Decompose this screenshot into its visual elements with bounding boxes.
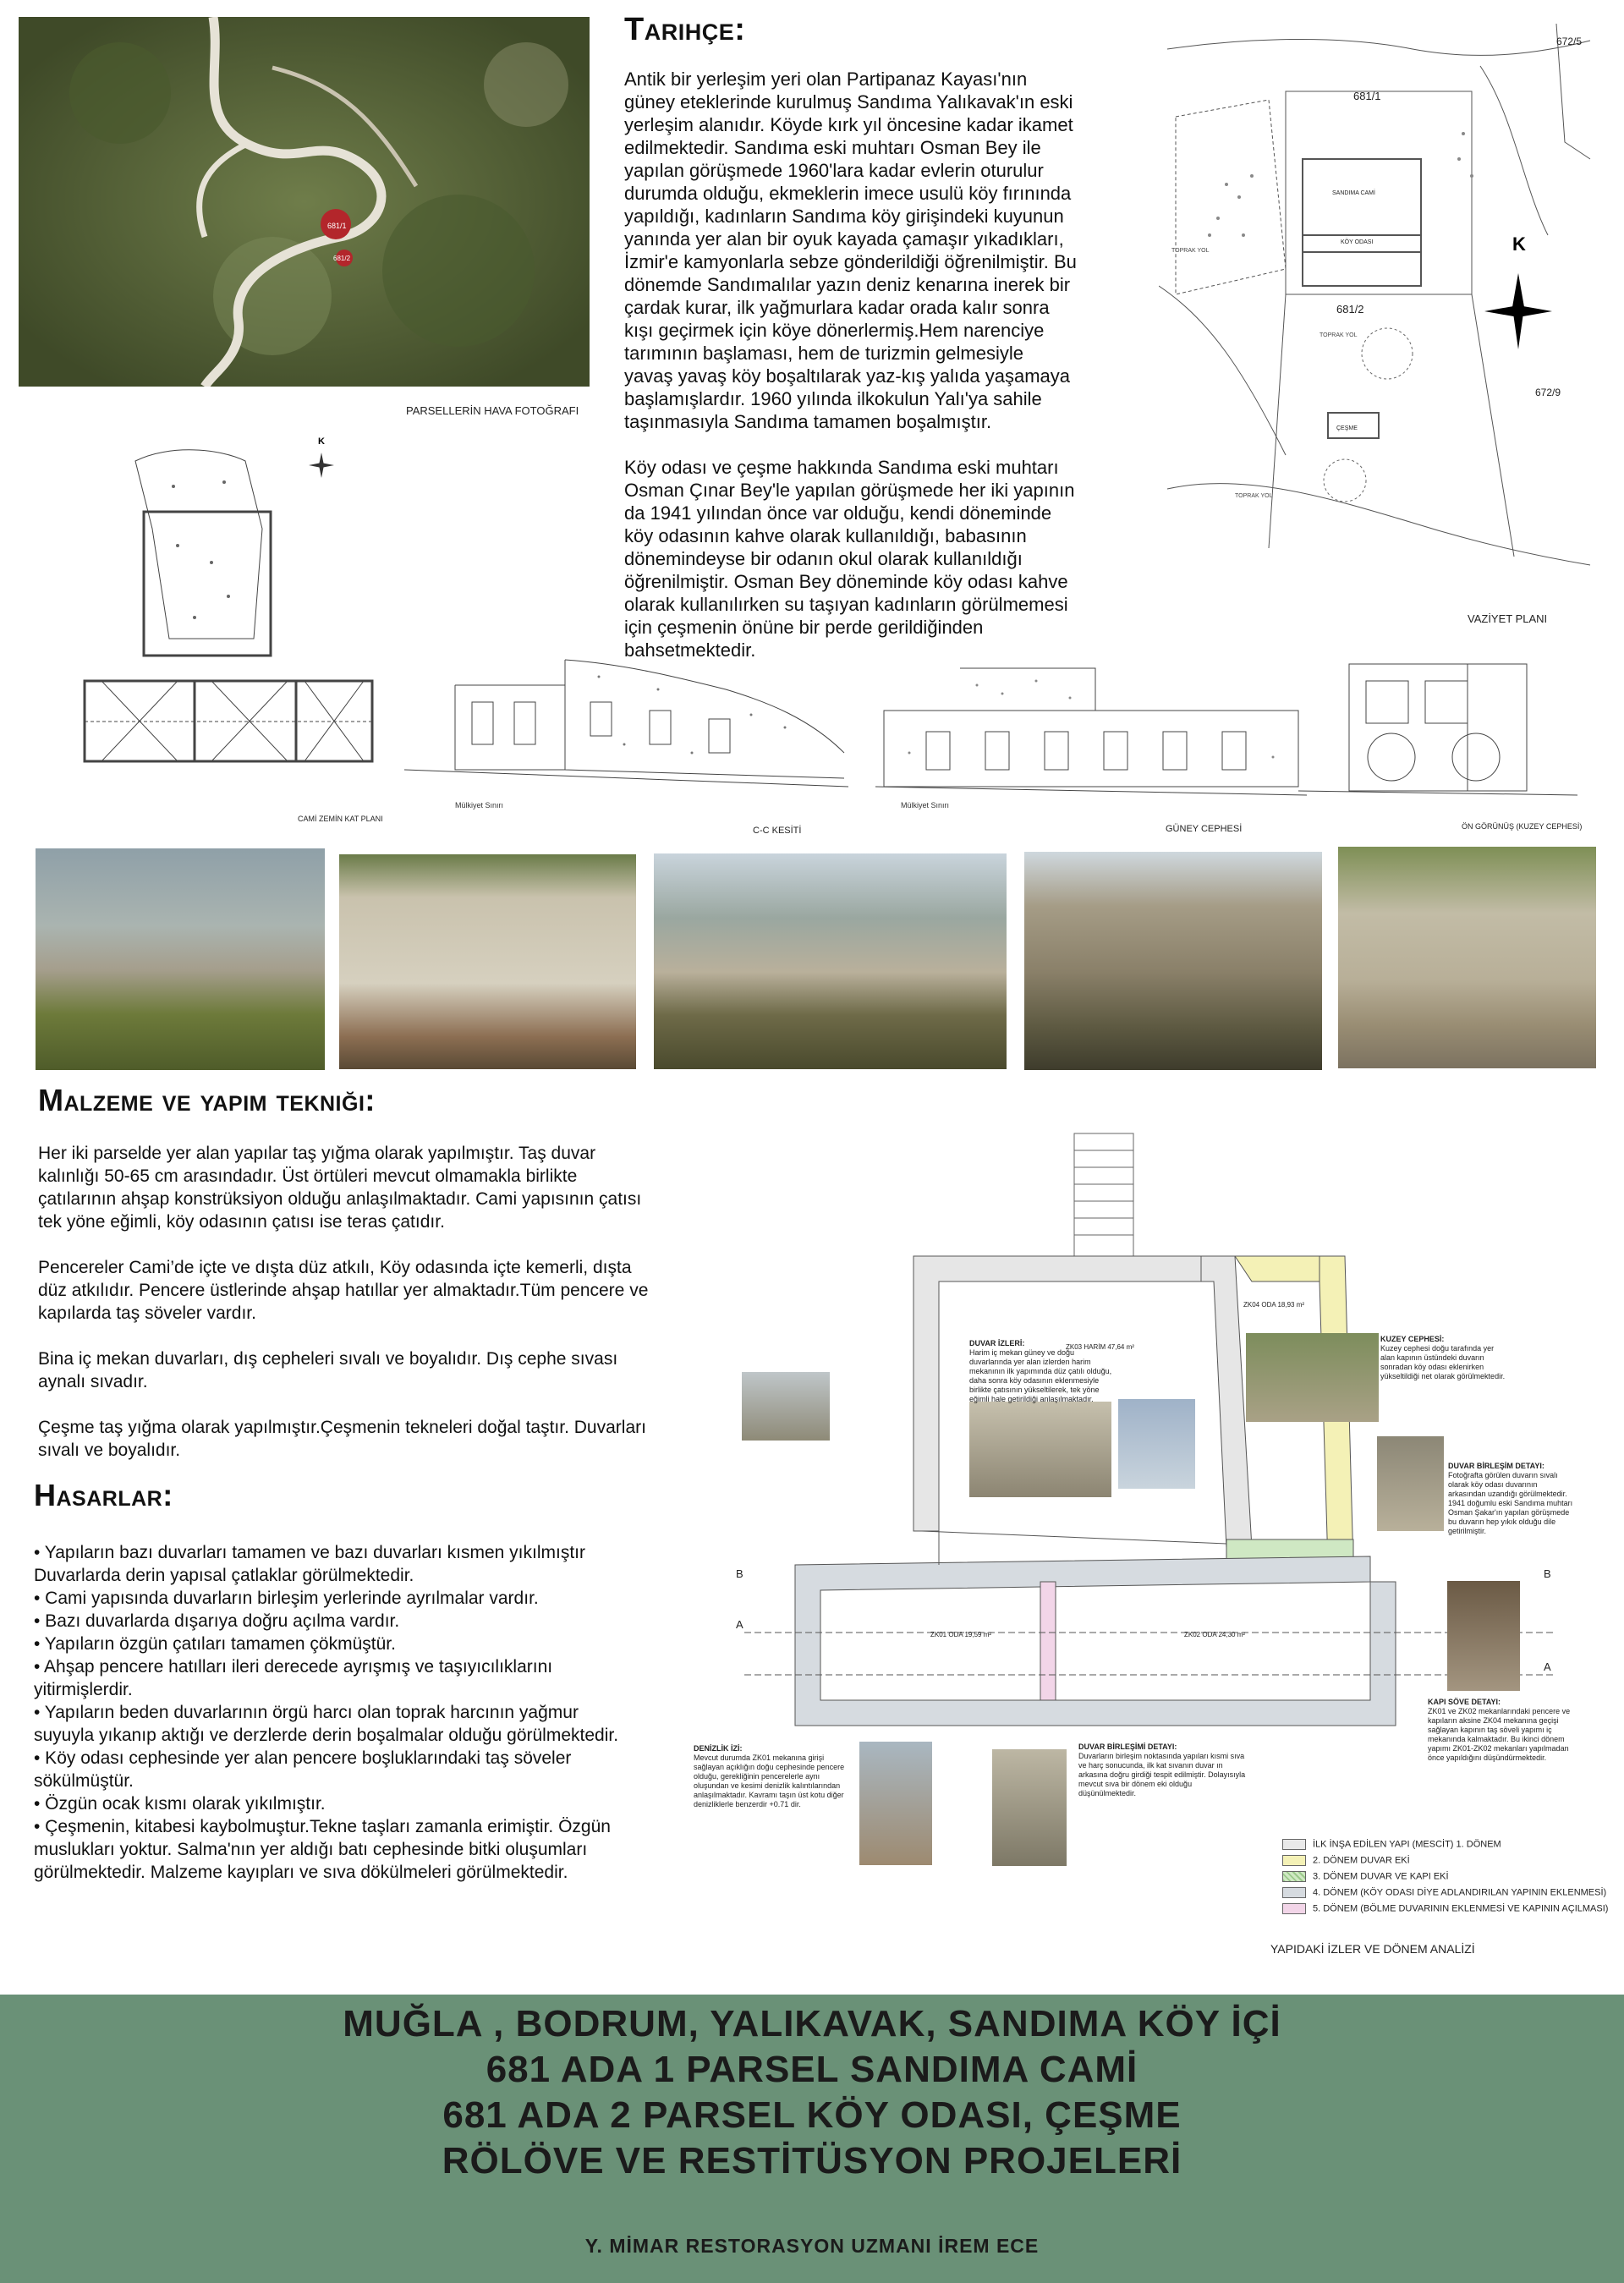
north-view-drawing xyxy=(1298,656,1577,820)
note-wall-traces-title: DUVAR İZLERİ: xyxy=(969,1339,1025,1347)
title-block xyxy=(0,1995,1624,2283)
note-north-facade-title: KUZEY CEPHESİ: xyxy=(1380,1335,1445,1343)
damage-item-2: • Cami yapısında duvarların birleşim yerlerinde ayrılmalar vardır. xyxy=(34,1589,539,1608)
facade-boundary-label: Mülkiyet Sınırı xyxy=(901,801,950,809)
inset-photo-8 xyxy=(992,1749,1067,1866)
road-label-3: TOPRAK YOL xyxy=(1235,493,1273,499)
room-label-zk02: ZK02 ODA 24,30 m² xyxy=(1184,1631,1246,1638)
parcel-label-3: 681/2 xyxy=(1336,303,1364,316)
inset-photo-5 xyxy=(1377,1436,1444,1531)
damage-item-1: • Yapıların bazı duvarları tamamen ve bazı duvarları kısmen yıkılmıştır Duvarlarda derin yapısal çatlaklar görülmektedir. xyxy=(34,1543,585,1585)
aerial-caption: PARSELLERİN HAVA FOTOĞRAFI xyxy=(406,404,579,417)
section-mark-a-right: A xyxy=(1544,1660,1551,1673)
history-heading: Tarihçe: xyxy=(624,12,746,47)
south-facade-drawing xyxy=(875,660,1307,820)
site-plan-drawing xyxy=(1159,15,1599,590)
section-boundary-label: Mülkiyet Sınırı xyxy=(455,801,504,809)
history-paragraph-2: Köy odası ve çeşme hakkında Sandıma eski muhtarı Osman Çınar Bey'le yapılan görüşmede her iki yapının da 1941 yılından önce var olduğu, kendi döneminde köy odasının kahve olarak kullanıldığı, babasının dönemindeyse bir odanın okul olarak kullanıldığı öğrenilmiştir. Osman Bey döneminde köy odası kahve olarak kullanılırken su taşıyan kadınların görülmemesi için çeşmenin önüne bir perde gerildiğinden bahsetmektedir. xyxy=(624,457,1075,661)
note-wall-joint-text: Fotoğrafta görülen duvarın sıvalı olarak köy odası duvarının arkasından uzandığı görülmektedir. 1941 doğumlu eski Sandıma muhtarı Osman Şakar'ın yapılan görüşmede bu duvarın hep yıkık olduğu dile getirilmiştir. xyxy=(1448,1471,1573,1535)
photo-1 xyxy=(36,848,325,1070)
note-wall-junction xyxy=(1078,1742,1248,1798)
legend-label-5: 5. DÖNEM (BÖLME DUVARININ EKLENMESİ VE KAPININ AÇILMASI) xyxy=(1313,1903,1609,1914)
section-mark-b-right: B xyxy=(1544,1567,1551,1580)
section-cc-drawing xyxy=(404,651,848,820)
plan-north-label: K xyxy=(318,436,325,447)
inset-photo-7 xyxy=(859,1742,932,1865)
history-paragraph-1: Antik bir yerleşim yeri olan Partipanaz Kayası'nın güney eteklerinde kurulmuş Sandıma Yalıkavak'ın eski yerleşim alanıdır. Köyde kırk yıl öncesine kadar ikamet edilmektedir. Sandıma eski muhtarı Osman Bey ile yapılan görüşmede 1960'lara kadar evlerin oturulur durumda olduğu, ekmeklerin imece usulü köy fırınında yapıldığı, kadınların Sandıma köy girişindeki kuyunun yanında yer alan bir oyuk kayada çamaşır yıkadıkları, İzmir'e kamyonlarla sebze gönderildiği öğrenilmiştir. Bu dönemde Sandımalılar yazın deniz kenarına inerek bir çardak kurar, ilk yağmurlara kadar orada kalır sonra kışı geçirmek için köye dönerlermiş.Hem narenciye tarımının başlaması, hem de turizmin gelmesiyle yavaş yavaş köy boşaltılarak yaz-kış yalıda yaşamaya başlamışlardır. 1960 yılında ilkokulun Yalı'ya sahile taşınmasıyla Sandıma tamamen boşalmıştır. xyxy=(624,69,1077,432)
note-door-jamb-title: KAPI SÖVE DETAYI: xyxy=(1428,1698,1501,1706)
inset-photo-2 xyxy=(969,1402,1111,1497)
room-label-zk01: ZK01 ODA 19,59 m² xyxy=(930,1631,992,1638)
note-wall-joint-title: DUVAR BİRLEŞİM DETAYI: xyxy=(1448,1462,1544,1470)
photo-3 xyxy=(654,853,1007,1069)
legend-item-3 xyxy=(1282,1871,1449,1885)
damage-item-3: • Bazı duvarlarda dışarıya doğru açılma vardır. xyxy=(34,1611,400,1631)
analysis-caption: YAPIDAKİ İZLER VE DÖNEM ANALİZİ xyxy=(1270,1942,1475,1956)
history-text xyxy=(624,68,1077,684)
north-view xyxy=(1298,656,1577,820)
legend-item-1 xyxy=(1282,1839,1501,1852)
author-line: Y. MİMAR RESTORASYON UZMANI İREM ECE xyxy=(584,2235,1040,2257)
materials-paragraph-2: Pencereler Cami’de içte ve dışta düz atkılı, Köy odasında içte kemerli, dışta düz atkılıdır. Pencere üstlerinde ahşap hatıllar yer almaktadır.Tüm pencere ve kapılarda taş söveler vardır. xyxy=(38,1258,649,1323)
legend-label-4: 4. DÖNEM (KÖY ODASI DİYE ADLANDIRILAN YAPININ EKLENMESİ) xyxy=(1313,1887,1607,1898)
room-label-zk03: ZK03 HARİM 47,64 m² xyxy=(1066,1343,1134,1351)
inset-photo-3 xyxy=(1118,1399,1195,1489)
section-cc xyxy=(404,651,848,820)
note-wall-joint xyxy=(1448,1462,1575,1536)
title-line-4: RÖLÖVE VE RESTİTÜSYON PROJELERİ xyxy=(442,2140,1182,2181)
photo-2 xyxy=(339,854,636,1069)
note-north-facade xyxy=(1380,1335,1507,1381)
inset-photo-4 xyxy=(1246,1333,1379,1422)
legend-item-2 xyxy=(1282,1855,1410,1869)
plan-north-arrow-icon xyxy=(309,453,334,478)
plan-caption: CAMİ ZEMİN KAT PLANI xyxy=(298,815,383,823)
damage-item-9: • Çeşmenin, kitabesi kaybolmuştur.Tekne taşları zamanla erimiştir. Özgün muslukları yoktur. Salma'nın yer aldığı batı cephesinde bitki oluşumları görülmektedir. Malzeme kayıpları ve sıva dökülmeleri görülmektedir. xyxy=(34,1817,611,1882)
materials-paragraph-4: Çeşme taş yığma olarak yapılmıştır.Çeşmenin tekneleri doğal taştır. Duvarları sıvalı ve boyalıdır. xyxy=(38,1418,646,1460)
site-plan xyxy=(1159,15,1599,590)
parcel-label-4: 672/9 xyxy=(1535,387,1561,398)
legend-swatch-2 xyxy=(1282,1855,1306,1866)
note-wall-junction-text: Duvarların birleşim noktasında yapıları kısmi sıva ve harç sonucunda, ilk kat sıvanın duvar ın arkasına doğru girdiği tespit edilmiştir. Dolayısıyla mevcut sıva bir dönem eki olduğu düşünülmektedir. xyxy=(1078,1752,1246,1797)
materials-paragraph-3: Bina iç mekan duvarları, dış cepheleri sıvalı ve boyalıdır. Dış cephe sıvası aynalı sıvadır. xyxy=(38,1349,618,1391)
note-sill-trace-title: DENİZLİK İZİ: xyxy=(694,1744,743,1753)
legend-label-3: 3. DÖNEM DUVAR VE KAPI EKİ xyxy=(1313,1871,1449,1882)
damages-heading: Hasarlar: xyxy=(34,1478,173,1512)
road-label-1: TOPRAK YOL xyxy=(1171,248,1210,254)
materials-paragraph-1: Her iki parselde yer alan yapılar taş yığma olarak yapılmıştır. Taş duvar kalınlığı 50-65 cm arasındadır. Üst örtüleri mevcut olmamakla birlikte çatılarının ahşap konstrüksiyon olduğu anlaşılmaktadır. Cami yapısının çatısı tek yöne eğimli, köy odasının çatısı ise teras çatıdır. xyxy=(38,1144,642,1232)
note-door-jamb xyxy=(1428,1698,1580,1763)
inset-photo-1 xyxy=(742,1372,830,1441)
title-line-1: MUĞLA , BODRUM, YALIKAVAK, SANDIMA KÖY İÇİ xyxy=(343,2003,1281,2044)
title-line-3: 681 ADA 2 PARSEL KÖY ODASI, ÇEŞME xyxy=(442,2094,1182,2136)
parcel-label-1: 672/5 xyxy=(1556,36,1583,47)
note-sill-trace-text: Mevcut durumda ZK01 mekanına girişi sağlayan açıklığın doğu cephesinde pencere olduğu, gerekliğinin pencerelerle aynı oluşundan ve kesimi denizlik kalıntılarından anlaşılmaktadır. Kavramı taşın üst kotu diğer denizliklerle benzerdir +0.71 dir. xyxy=(694,1753,845,1808)
building-label-mosque: SANDIMA CAMİ xyxy=(1332,190,1375,196)
damages-list xyxy=(34,1541,643,1884)
section-mark-b-left: B xyxy=(736,1567,743,1580)
damage-item-5: • Ahşap pencere hatılları ileri derecede ayrışmış ve taşıyıcılıklarını yitirmişlerdir. xyxy=(34,1657,553,1699)
note-sill-trace xyxy=(694,1744,854,1809)
title-line-2: 681 ADA 1 PARSEL SANDIMA CAMİ xyxy=(486,2049,1138,2090)
aerial-photo xyxy=(19,17,590,387)
legend-swatch-3 xyxy=(1282,1871,1306,1882)
section-caption: C-C KESİTİ xyxy=(753,826,802,836)
building-label-fountain: ÇEŞME xyxy=(1336,425,1358,431)
south-facade xyxy=(875,660,1307,820)
legend-swatch-4 xyxy=(1282,1887,1306,1898)
mosque-floor-plan-drawing xyxy=(51,427,389,808)
room-label-zk04: ZK04 ODA 18,93 m² xyxy=(1243,1301,1305,1309)
section-mark-a-left: A xyxy=(736,1618,743,1631)
site-plan-caption: VAZİYET PLANI xyxy=(1468,612,1548,625)
legend-swatch-5 xyxy=(1282,1903,1306,1914)
damage-item-4: • Yapıların özgün çatıları tamamen çökmüştür. xyxy=(34,1634,396,1654)
photo-4 xyxy=(1024,852,1322,1070)
road-label-2: TOPRAK YOL xyxy=(1320,332,1358,338)
note-door-jamb-text: ZK01 ve ZK02 mekanlarındaki pencere ve kapıların aksine ZK04 mekanına geçişi sağlayan kapının taş söveli yapımı iç mekanında kalmaktadır. Bu ikinci dönem yapımı ZK01-ZK02 mekanları yapılmadan önce yapıldığını düşündürmektedir. xyxy=(1428,1707,1571,1762)
note-wall-junction-title: DUVAR BİRLEŞİMİ DETAYI: xyxy=(1078,1742,1177,1751)
mosque-floor-plan xyxy=(51,427,389,808)
note-wall-traces-text: Harim iç mekan güney ve doğu duvarlarında yer alan izlerden harim mekanının ilk yapımında düz çatılı olduğu, daha sonra köy odasının eklenmesiyle birlikte çatısının yükseltilerek, tek yöne eğimli hale getirildiği anlaşılmaktadır. xyxy=(969,1348,1112,1403)
aerial-marker-b: 681/2 xyxy=(333,255,351,262)
aerial-photo-image xyxy=(19,17,590,387)
materials-text xyxy=(38,1142,656,1484)
legend-label-1: İLK İNŞA EDİLEN YAPI (MESCİT) 1. DÖNEM xyxy=(1313,1839,1501,1850)
north-arrow-icon xyxy=(1484,273,1552,349)
parcel-label-2: 681/1 xyxy=(1353,90,1381,102)
note-north-facade-text: Kuzey cephesi doğu tarafında yer alan kapının üstündeki duvarın sonradan köy odası eklenirken yükseltildiği net olarak görülmektedir. xyxy=(1380,1344,1506,1380)
legend-item-5 xyxy=(1282,1903,1608,1917)
south-facade-caption: GÜNEY CEPHESİ xyxy=(1166,824,1243,834)
legend-item-4 xyxy=(1282,1887,1606,1901)
materials-heading: Malzeme ve yapım tekniği: xyxy=(38,1083,376,1117)
note-wall-traces xyxy=(969,1339,1117,1404)
legend-label-2: 2. DÖNEM DUVAR EKİ xyxy=(1313,1855,1410,1866)
damage-item-7: • Köy odası cephesinde yer alan pencere boşluklarındaki taş söveler sökülmüştür. xyxy=(34,1748,572,1791)
photo-5 xyxy=(1338,847,1596,1068)
inset-photo-6 xyxy=(1447,1581,1520,1691)
damage-item-8: • Özgün ocak kısmı olarak yıkılmıştır. xyxy=(34,1794,326,1814)
legend-swatch-1 xyxy=(1282,1839,1306,1850)
aerial-marker-a: 681/1 xyxy=(327,222,347,230)
damage-item-6: • Yapıların beden duvarlarının örgü harcı olan toprak harcının yağmur suyuyla yıkanıp aktığı ve derzlerde derin boşalmalar olduğu görülmektedir. xyxy=(34,1703,619,1745)
north-view-caption: ÖN GÖRÜNÜŞ (KUZEY CEPHESİ) xyxy=(1462,822,1583,831)
building-label-village-room: KÖY ODASI xyxy=(1341,239,1374,245)
north-label: K xyxy=(1512,233,1526,255)
